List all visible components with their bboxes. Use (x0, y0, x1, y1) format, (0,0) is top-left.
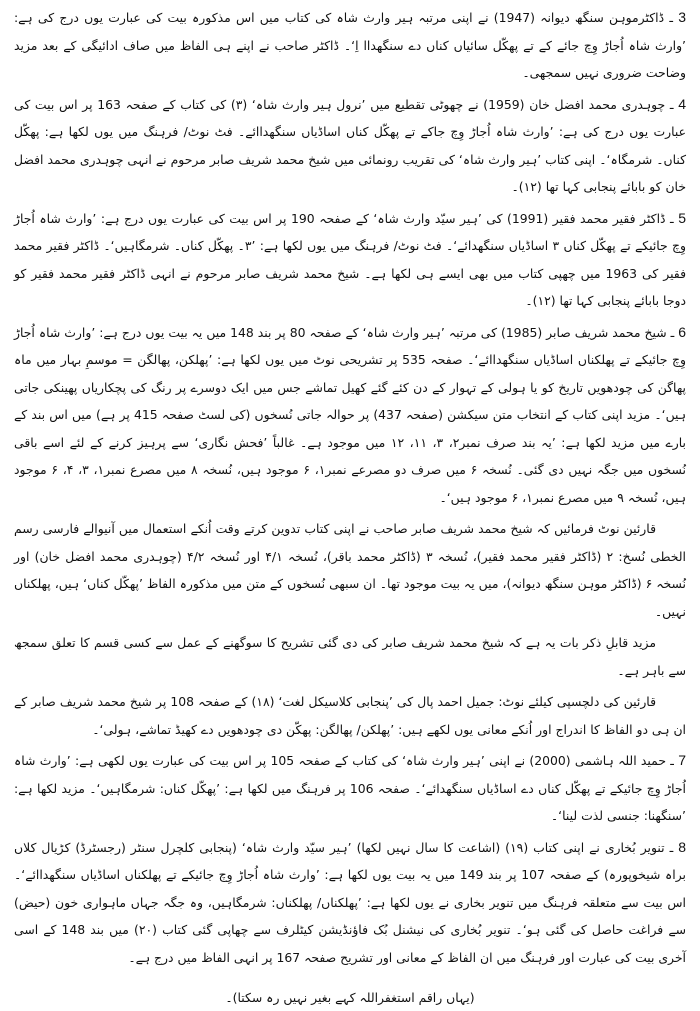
paragraph-number: 7 (678, 752, 686, 768)
readers-interest-paragraph: قارئین کی دلچسپی کیلئے نوٹ: جمیل احمد پال کی ’پنجابی کلاسیکل لغت‘ (۱۸) کے صفحہ 108 پر شیخ محمد شریف صابر کے ان ہی دو الفاظ کا اندراج اور اُنکے معانی یوں لکھے ہیں: ’پھلکن/ پھالگن: پھکّن دی چودھویں دے کھیڈ تماشے، ہولی‘۔ (14, 694, 686, 737)
paragraph-text: ـ شیخ محمد شریف صابر (1985) کی مرتبہ ’ہیر وارث شاہ‘ کے صفحہ 80 پر بند 148 میں یہ بیت یوں درج ہے: ’وارث شاہ اُجاڑ وِچ جائیکے تے پھلکناں اساڈیاں سنگھداائے‘۔ صفحہ 535 پر تشریحی نوٹ میں یوں لکھا ہے: ’پھلکن، پھالگن = موسمِ بہار میں ماہ پھاگن کی چودھویں تاریخ کو یا ہولی کے تہوار کے دن کئے گئے کھیل تماشے جس میں ایک دوسرے پر رنگ کی پچکاریاں پھینکی جاتی ہیں‘۔ مزید اپنی کتاب کے انتخاب متن سیکشن (صفحہ 437) پر حوالہ جاتی نُسخوں (کی لسٹ صفحہ 415 پر ہے) میں اس بند کے بارے میں مزید لکھا ہے: ’یہ بند صرف نمبر۲، ۳، ۱۱، ۱۲ میں موجود ہے۔ غالباً ’فحش نگاری‘ سے پرہیز کرنے کے لئے اسے باقی نُسخوں میں جگہ نہیں دی گئی۔ نُسخہ ۶ میں صرف دو مصرعے نمبر۱، ۶ موجود ہیں، نُسخہ ۸ میں مصرع نمبر۱، ۳، ۴، ۶ موجود ہیں، نُسخہ ۹ میں مصرع نمبر۱، ۶ موجود ہیں‘۔ (14, 324, 687, 505)
paragraph-text: ـ چوہدری محمد افضل خان (1959) نے چھوٹی تقطیع میں ’نرول ہیر وارث شاہ‘ (۳) کی کتاب کے صفحہ 163 پر اس بیت کی عبارت یوں درج کی ہے: ’وارث شاہ اُجاڑ وِچ جاکے تے پھکّل کناں اساڈیاں سنگھداائے۔ فٹ نوٹ/ فرہنگ میں یوں لکھا ہے: پھکّل کناں۔ شرمگاہ‘۔ اپنی کتاب ’ہیر وارث شاہ‘ کی تقریب رونمائی میں شیخ محمد شریف صابر مرحوم نے انہی چوہدری محمد افضل خان کو بابائے پنجابی کہا تھا (۱۲)۔ (14, 96, 686, 194)
closing-remark: (یہاں راقم استغفراللہ کہے بغیر نہیں رہ سکتا)۔ (225, 990, 475, 1005)
paragraph-number: 8 (678, 838, 686, 855)
paragraph-8 (14, 834, 686, 972)
paragraph-number: 3 (678, 9, 686, 25)
paragraph-number: 4 (678, 95, 686, 112)
paragraph-number: 6 (678, 323, 686, 340)
paragraph-4 (14, 91, 686, 201)
paragraph-5 (14, 205, 686, 315)
remark-paragraph: مزید قابلِ ذکر بات یہ ہے کہ شیخ محمد شریف صابر کی دی گئی تشریح کا سوگھنے کے عمل سے کسی قسم کا تعلق سمجھ سے باہر ہے۔ (14, 635, 686, 678)
paragraph-6 (14, 319, 686, 512)
paragraph-text: ـ تنویر بُخاری نے اپنی کتاب (۱۹) (اشاعت کا سال نہیں لکھا) ’ہیر سیّد وارث شاہ‘ (پنجابی کلچرل سنٹر (رجسٹرڈ) کڑیال کلاں براہ شیخوپورہ) کے صفحہ 107 پر بند 149 میں یہ بیت یوں لکھا ہے: ’وارث شاہ اُجاڑ وِچ جائیکے تے پھلکناں اساڈیاں سنگھداائے‘۔ اس بیت سے متعلقہ فرہنگ میں تنویر بخاری نے یوں لکھا ہے: ’پھلکناں/ پھلکناں: شرمگاہیں، وہ جگہ جہاں ماہواری خون (حیض) سے فراغت حاصل کی گئی ہو‘۔ تنویر بُخاری کی نیشنل بُک فاؤنڈیشن کیٹلرف سے چھاپی گئی کتاب (۲۰) میں بند 148 کے اسی آخری بیت کی عبارت اور فرہنگ میں ان الفاظ کے معانی اور تشریح صفحہ 167 پر انہی الفاظ میں درج ہے۔ (14, 839, 687, 965)
paragraph-text: ـ ڈاکٹرموہن سنگھ دیوانہ (1947) نے اپنی مرتبہ ہیر وارث شاہ کی کتاب میں اس مذکورہ بیت کی عبارت یوں درج کی ہے: ’وارث شاہ اُجاڑ وِچ جائے کے تے پھکّل سائیاں کناں دے سنگھداا اِ‘۔ ڈاکٹر صاحب نے اپنے ہی الفاظ میں صاف ادائیگی کے بعد مزید وضاحت ضروری نہیں سمجھی۔ (14, 10, 686, 80)
paragraph-text: ـ حمید اللہ ہاشمی (2000) نے اپنی ’ہیر وارث شاہ‘ کی کتاب کے صفحہ 105 پر اس بیت کی عبارت یوں لکھی ہے: ’وارث شاہ اُجاڑ وِچ جائیکے تے پھکّل کناں دے اساڈیاں سنگھدائے‘۔ صفحہ 106 پر فرہنگ میں لکھا ہے: ’پھکّل کناں: شرمگاہیں‘۔ مزید لکھا ہے: ’سنگھنا: جنسی لذت لینا‘۔ (14, 753, 686, 823)
paragraph-text: ـ ڈاکٹر فقیر محمد فقیر (1991) کی ’ہیر سیّد وارث شاہ‘ کے صفحہ 190 پر اس بیت کی عبارت یوں درج ہے: ’وارث شاہ اُجاڑ وِچ جائیکے تے پھکّل کناں ۳ اساڈیاں سنگھدائے‘۔ فٹ نوٹ/ فرہنگ میں یوں لکھا ہے: ’۳۔ پھکّل کناں۔ شرمگاہیں‘۔ ڈاکٹر فقیر محمد فقیر کی 1963 میں چھپی کتاب میں بھی ایسے ہی لکھا ہے۔ شیخ محمد شریف صابر مرحوم نے انہی ڈاکٹر فقیر محمد فقیر کو دوجا بابائے پنجابی کہا تھا (۱۲)۔ (14, 210, 686, 308)
paragraph-number: 5 (678, 209, 686, 226)
readers-notice-paragraph: قارئین نوٹ فرمائیں کہ شیخ محمد شریف صابر صاحب نے اپنی کتاب تدوین کرتے وقت اُنکے استعمال میں آنیوالے فارسی رسم الخطی نُسخ: ۲ (ڈاکٹر فقیر محمد فقیر)، نُسخہ ۳ (ڈاکٹر محمد باقر)، نُسخہ ۴/۱ اور نُسخہ ۴/۲ (چوہدری محمد افضل خان) اور نُسخہ ۶ (ڈاکٹر موہن سنگھ دیوانہ)، میں یہ بیت موجود تھا۔ ان سبھی نُسخوں کے متن میں مذکورہ الفاظ ’پھکّل کناں‘ ہیں، پھلکناں نہیں۔ (14, 521, 687, 619)
paragraph-3 (14, 4, 686, 87)
paragraph-7 (14, 747, 686, 830)
